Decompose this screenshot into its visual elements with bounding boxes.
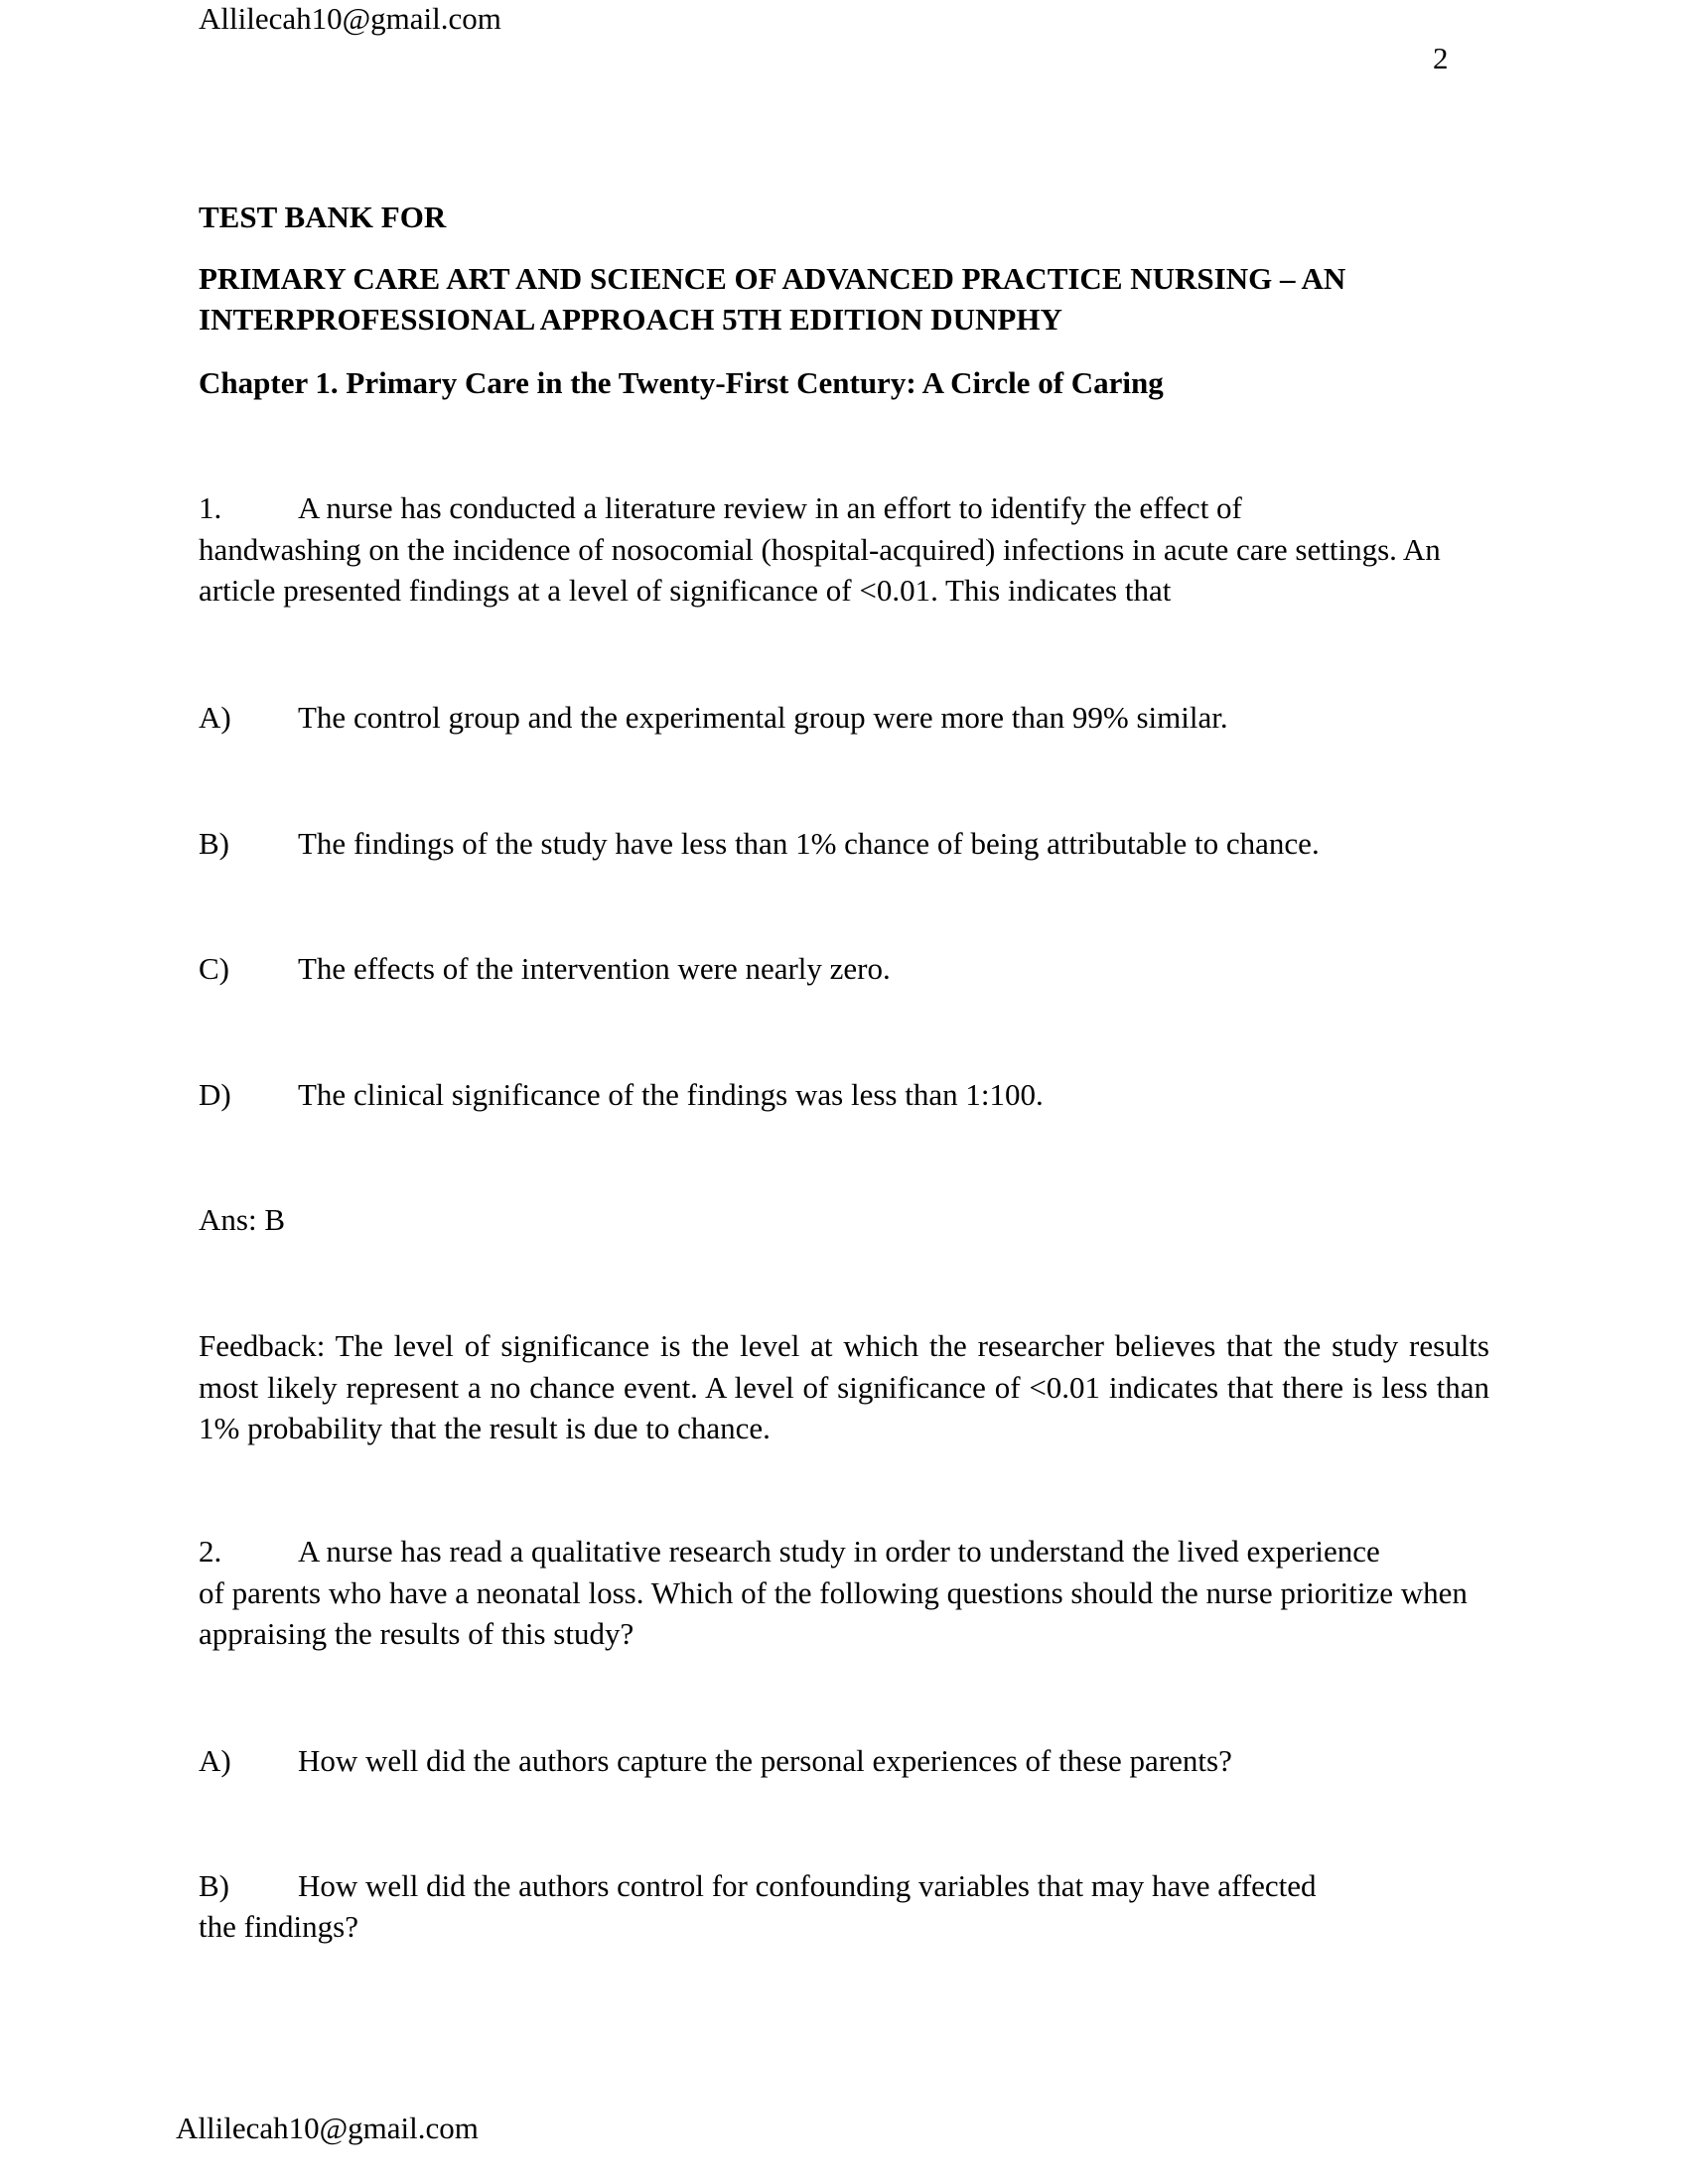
document-title-line3: INTERPROFESSIONAL APPROACH 5TH EDITION DUNPHY bbox=[199, 302, 1062, 337]
question-2-option-b-continuation: the findings? bbox=[199, 1909, 358, 1944]
header-email: Allilecah10@gmail.com bbox=[199, 1, 501, 36]
document-title-line1: TEST BANK FOR bbox=[199, 200, 447, 234]
question-1-feedback: Feedback: The level of significance is the level at which the researcher believes that the study results most likely represent a no chance event. A level of significance of <0.01 indicates that there is less than 1% probability that the result is due to chance. bbox=[199, 1328, 1489, 1445]
question-1-option-c: C) The effects of the intervention were nearly zero. bbox=[199, 951, 891, 986]
chapter-title: Chapter 1. Primary Care in the Twenty-First Century: A Circle of Caring bbox=[199, 365, 1164, 400]
page-number: 2 bbox=[1433, 41, 1449, 75]
question-1-option-b: B) The findings of the study have less than 1% chance of being attributable to chance. bbox=[199, 826, 1320, 861]
question-1-answer: Ans: B bbox=[199, 1202, 285, 1237]
question-1-number: 1. bbox=[199, 490, 222, 525]
question-1-option-a: A) The control group and the experimental group were more than 99% similar. bbox=[199, 700, 1228, 735]
question-2-option-a: A) How well did the authors capture the personal experiences of these parents? bbox=[199, 1743, 1232, 1778]
question-1-stem bbox=[199, 487, 1489, 612]
question-1-stem-first-line: 1. A nurse has conducted a literature review in an effort to identify the effect of bbox=[199, 487, 1489, 529]
question-2-stem-rest: of parents who have a neonatal loss. Which of the following questions should the nurse prioritize when appraising the results of this study? bbox=[199, 1574, 1468, 1651]
question-2-stem bbox=[199, 1531, 1489, 1655]
question-1-option-d: D) The clinical significance of the findings was less than 1:100. bbox=[199, 1077, 1044, 1112]
document-title-line2: PRIMARY CARE ART AND SCIENCE OF ADVANCED PRACTICE NURSING – AN bbox=[199, 261, 1346, 296]
footer-email: Allilecah10@gmail.com bbox=[176, 2111, 479, 2145]
question-2-option-b: B) How well did the authors control for confounding variables that may have affected the findings? bbox=[199, 1865, 1317, 1947]
question-1-stem-rest: handwashing on the incidence of nosocomial (hospital-acquired) infections in acute care settings. An article presented findings at a level of significance of <0.01. This indicates that bbox=[199, 531, 1441, 608]
question-2-stem-first-line: 2. A nurse has read a qualitative research study in order to understand the lived experience bbox=[199, 1531, 1489, 1572]
question-2-number: 2. bbox=[199, 1534, 222, 1569]
